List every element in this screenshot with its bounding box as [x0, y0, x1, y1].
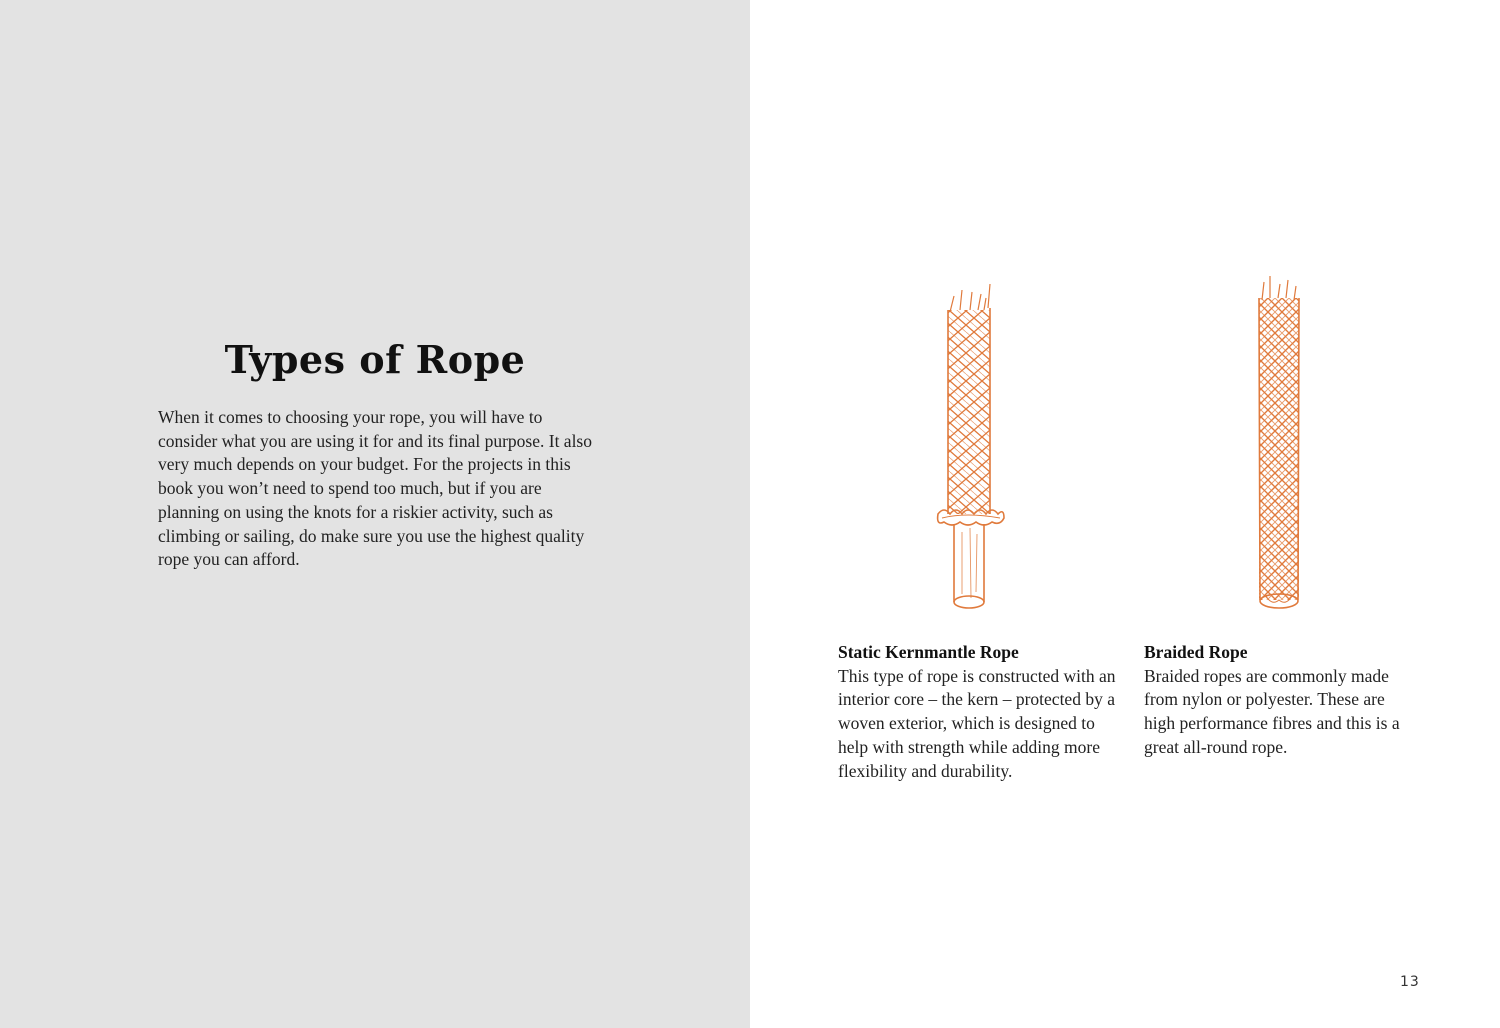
page-title: Types of Rope — [224, 337, 526, 382]
braided-rope-heading: Braided Rope — [1144, 642, 1248, 662]
intro-paragraph: When it comes to choosing your rope, you will have to consider what you are using it for and its final purpose. It also very much depends on your budget. For the projects in this book you won’t need to spend too much, but if you are planning on using the knots for a riskier activity, such as climbing or sailing, do make sure you use the highest quality rope you can afford. — [158, 407, 592, 570]
kernmantle-rope-description: This type of rope is constructed with an interior core – the kern – protected by a woven exterior, which is designed to help with strength while adding more flexibility and durability. — [838, 665, 1116, 781]
braided-rope-description: Braided ropes are commonly made from nylon or polyester. These are high performance fibres and this is a great all-round rope. — [1144, 665, 1400, 757]
kernmantle-rope-illustration — [926, 276, 1018, 618]
braided-rope-illustration — [1240, 270, 1316, 618]
right-page — [750, 0, 1500, 1028]
kernmantle-rope-caption — [838, 641, 1123, 783]
kernmantle-rope-heading: Static Kernmantle Rope — [838, 642, 1019, 662]
page-number: 13 — [1400, 974, 1420, 990]
braided-rope-caption — [1144, 641, 1409, 760]
